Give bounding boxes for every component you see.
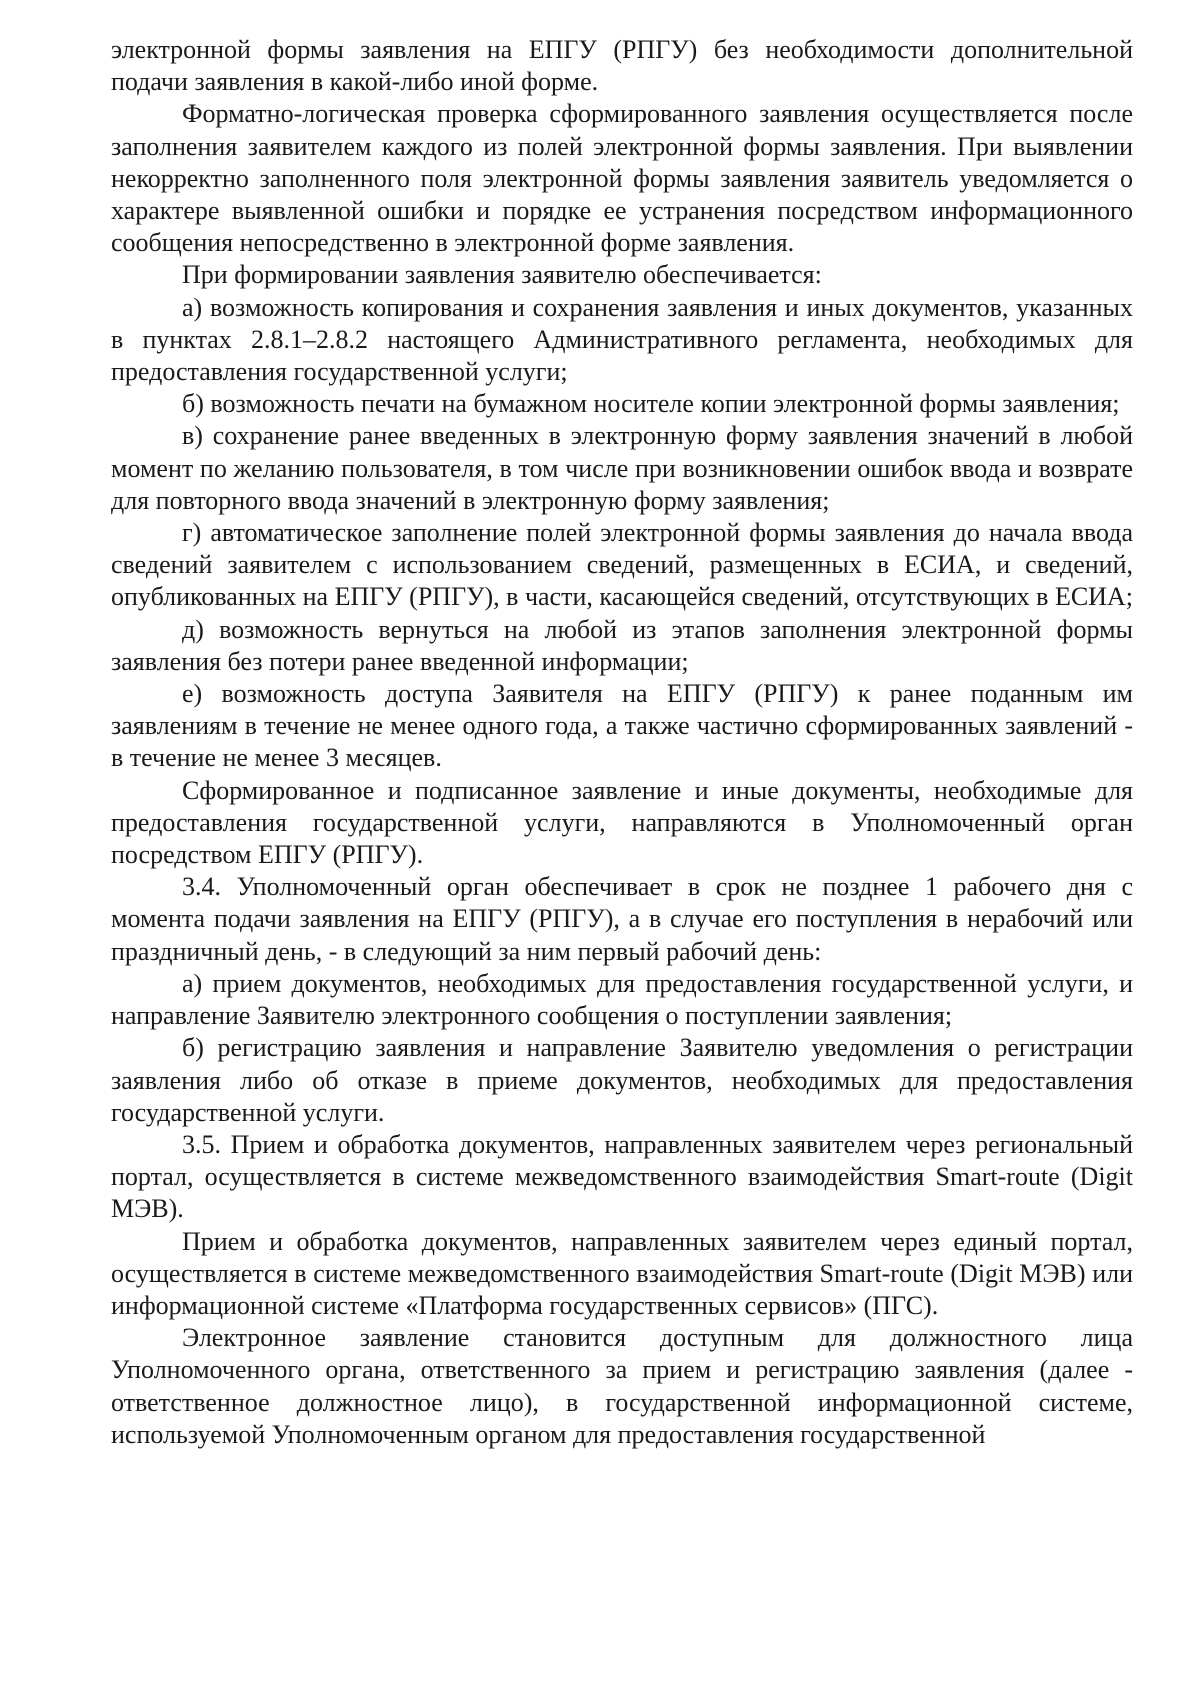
- list-item-a-copy-save: а) возможность копирования и сохранения заявления и иных документов, указанных в пунктах 2.8.1–2.8.2 настоящего Административного регламента, необходимых для предоставления государственной услуги;: [111, 292, 1133, 387]
- document-body: [111, 34, 1133, 1451]
- paragraph-format-check: Форматно-логическая проверка сформированного заявления осуществляется после заполнения заявителем каждого из полей электронной формы заявления. При выявлении некорректно заполненного поля электронной формы заявления заявитель уведомляется о характере выявленной ошибки и порядке ее устранения посредством информационного сообщения непосредственно в электронной форме заявления.: [111, 99, 1133, 258]
- list-item-b-print: б) возможность печати на бумажном носителе копии электронной формы заявления;: [182, 389, 1120, 419]
- section-3-4-item-b: б) регистрацию заявления и направление Заявителю уведомления о регистрации заявления либо об отказе в приеме документов, необходимых для предоставления государственной услуги.: [111, 1033, 1133, 1127]
- list-item-e-access: е) возможность доступа Заявителя на ЕПГУ (РПГУ) к ранее поданным им заявлениям в течение не менее одного года, а также частично сформированных заявлений - в течение не менее 3 месяцев.: [111, 679, 1133, 773]
- paragraph-single-portal: Прием и обработка документов, направленных заявителем через единый портал, осуществляется в системе межведомственного взаимодействия Smart-route (Digit МЭВ) или информационной системе «Платформа государственных сервисов» (ПГС).: [111, 1226, 1133, 1320]
- list-item-d-return-step: д) возможность вернуться на любой из этапов заполнения электронной формы заявления без потери ранее введенной информации;: [111, 614, 1133, 676]
- paragraph-submission: Сформированное и подписанное заявление и иные документы, необходимые для предоставления государственной услуги, направляются в Уполномоченный орган посредством ЕПГУ (РПГУ).: [111, 775, 1133, 870]
- list-item-g-autofill: г) автоматическое заполнение полей электронной формы заявления до начала ввода сведений заявителем с использованием сведений, размещенных в ЕСИА, и сведений, опубликованных на ЕПГУ (РПГУ), в части, касающейся сведений, отсутствующих в ЕСИА;: [111, 518, 1133, 612]
- section-3-4: 3.4. Уполномоченный орган обеспечивает в срок не позднее 1 рабочего дня с момента подачи заявления на ЕПГУ (РПГУ), а в случае его поступления в нерабочий или праздничный день, - в следующий за ним первый рабочий день:: [111, 872, 1133, 966]
- section-3-4-item-a: а) прием документов, необходимых для предоставления государственной услуги, и направление Заявителю электронного сообщения о поступлении заявления;: [111, 968, 1133, 1031]
- paragraph-electronic-application: Электронное заявление становится доступным для должностного лица Уполномоченного органа, ответственного за прием и регистрацию заявления (далее - ответственное должностное лицо), в государственной информационной системе, используемой Уполномоченным органом для предоставления государственной: [111, 1323, 1133, 1449]
- section-3-5: 3.5. Прием и обработка документов, направленных заявителем через региональный портал, осуществляется в системе межведомственного взаимодействия Smart-route (Digit МЭВ).: [111, 1129, 1133, 1224]
- paragraph-continuation: электронной формы заявления на ЕПГУ (РПГУ) без необходимости дополнительной подачи заявления в какой-либо иной форме.: [111, 35, 1133, 97]
- list-item-v-save-values: в) сохранение ранее введенных в электронную форму заявления значений в любой момент по желанию пользователя, в том числе при возникновении ошибок ввода и возврате для повторного ввода значений в электронную форму заявления;: [111, 421, 1133, 515]
- paragraph-provisions-intro: При формировании заявления заявителю обеспечивается:: [182, 260, 822, 290]
